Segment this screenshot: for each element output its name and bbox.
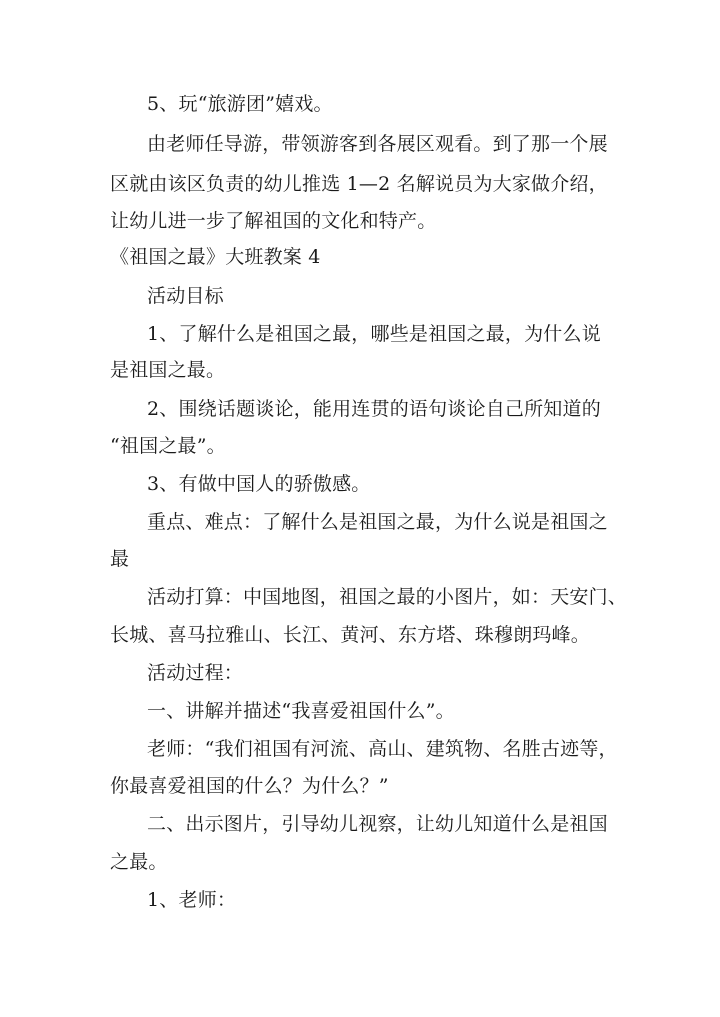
- paragraph-line: “祖国之最”。: [110, 435, 226, 457]
- paragraph-line: 活动过程：: [147, 662, 244, 684]
- paragraph-line: 5、玩“旅游团”嬉戏。: [147, 93, 333, 115]
- paragraph-line: 由老师任导游，带领游客到各展区观看。到了那一个展: [147, 133, 608, 155]
- paragraph-line: 之最。: [110, 851, 168, 873]
- paragraph-line: 老师：“我们祖国有河流、高山、建筑物、名胜古迹等，: [147, 738, 618, 760]
- paragraph-line: 3、有做中国人的骄傲感。: [147, 473, 371, 495]
- paragraph-line: 最: [110, 548, 130, 570]
- paragraph-line: 2、围绕话题谈论，能用连贯的语句谈论自己所知道的: [147, 398, 601, 420]
- section-heading: 《祖国之最》大班教案 4: [110, 246, 321, 268]
- paragraph-line: 是祖国之最。: [110, 359, 226, 381]
- paragraph-line: 1、老师：: [147, 889, 237, 911]
- paragraph-line: 重点、难点：了解什么是祖国之最，为什么说是祖国之: [147, 511, 608, 533]
- paragraph-line: 长城、喜马拉雅山、长江、黄河、东方塔、珠穆朗玛峰。: [110, 624, 591, 646]
- paragraph-line: 一、讲解并描述“我喜爱祖国什么”。: [147, 700, 455, 722]
- paragraph-line: 你最喜爱祖国的什么？为什么？”: [110, 775, 389, 797]
- paragraph-line: 活动目标: [147, 285, 224, 307]
- paragraph-line: 二、出示图片，引导幼儿视察，让幼儿知道什么是祖国: [147, 813, 608, 835]
- paragraph-line: 活动打算：中国地图，祖国之最的小图片，如：天安门、: [147, 586, 628, 608]
- paragraph-line: 1、了解什么是祖国之最，哪些是祖国之最，为什么说: [147, 323, 601, 345]
- paragraph-line: 让幼儿进一步了解祖国的文化和特产。: [110, 210, 437, 232]
- paragraph-line: 区就由该区负责的幼儿推选 1—2 名解说员为大家做介绍，: [110, 173, 608, 195]
